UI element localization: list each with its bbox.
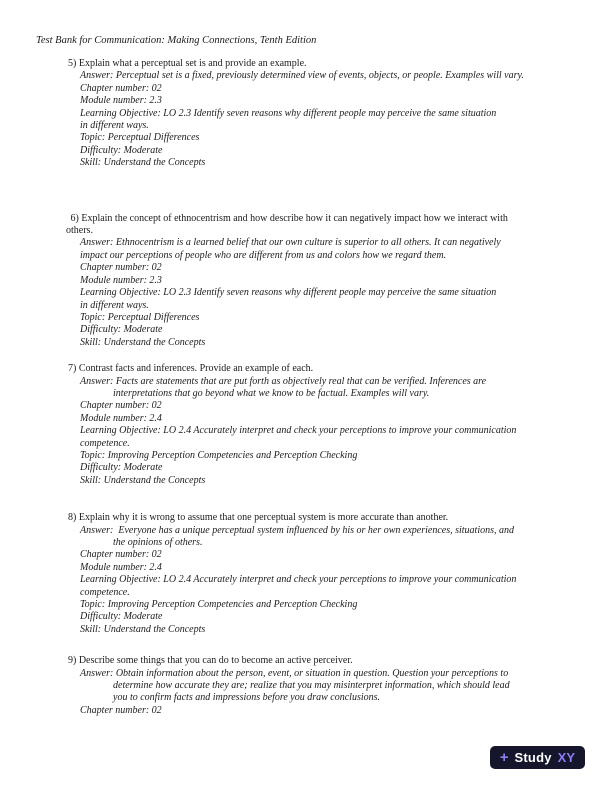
detail-line: Learning Objective: LO 2.4 Accurately interpret and check your perceptions to improve your communication xyxy=(80,574,517,586)
question-line: 9) Describe some things that you can do to become an active perceiver. xyxy=(68,655,353,667)
detail-line: Learning Objective: LO 2.3 Identify seven reasons why different people may perceive the same situation xyxy=(80,287,497,299)
detail-line: Skill: Understand the Concepts xyxy=(80,474,206,486)
detail-line: Module number: 2.4 xyxy=(80,412,162,424)
detail-line: Topic: Improving Perception Competencies and Perception Checking xyxy=(80,599,358,611)
question-block xyxy=(0,363,612,487)
question-line: 5) Explain what a perceptual set is and provide an example. xyxy=(68,58,307,69)
detail-line: Skill: Understand the Concepts xyxy=(80,623,206,635)
detail-line: Skill: Understand the Concepts xyxy=(80,157,206,169)
detail-line: Answer: Perceptual set is a fixed, previously determined view of events, objects, or people. Examples will vary. xyxy=(80,70,524,82)
question-line: others. xyxy=(66,225,93,237)
detail-line: in different ways. xyxy=(80,299,149,311)
detail-line: Module number: 2.3 xyxy=(80,95,162,107)
detail-line: impact our perceptions of people who are different from us and colors how we regard them. xyxy=(80,249,447,261)
detail-line: Skill: Understand the Concepts xyxy=(80,336,206,348)
plus-icon: + xyxy=(499,749,509,766)
question-block xyxy=(0,512,612,636)
detail-line: Module number: 2.4 xyxy=(80,561,162,573)
detail-line: Learning Objective: LO 2.4 Accurately interpret and check your perceptions to improve your communication xyxy=(80,425,517,437)
detail-line: Difficulty: Moderate xyxy=(80,462,163,474)
detail-line: in different ways. xyxy=(80,120,149,132)
detail-line: Learning Objective: LO 2.3 Identify seven reasons why different people may perceive the same situation xyxy=(80,107,497,119)
question-line: 7) Contrast facts and inferences. Provide an example of each. xyxy=(68,363,314,375)
detail-line: Topic: Perceptual Differences xyxy=(80,132,200,144)
detail-line: Answer: Facts are statements that are put forth as objectively real that can be verified. Inferences are xyxy=(80,375,487,387)
question-block xyxy=(0,58,612,170)
detail-line: the opinions of others. xyxy=(113,537,203,548)
detail-line: Difficulty: Moderate xyxy=(80,324,163,336)
detail-line: interpretations that go beyond what we know to be factual. Examples will vary. xyxy=(113,387,430,399)
detail-line: Difficulty: Moderate xyxy=(80,611,163,623)
detail-line: Chapter number: 02 xyxy=(80,262,162,274)
detail-line: Answer: Everyone has a unique perceptual system influenced by his or her own experiences, situations, and xyxy=(80,524,514,536)
detail-line: Chapter number: 02 xyxy=(80,704,162,716)
detail-line: Topic: Perceptual Differences xyxy=(80,311,200,323)
question-block xyxy=(0,655,612,717)
detail-line: Chapter number: 02 xyxy=(80,82,162,94)
detail-line: Chapter number: 02 xyxy=(80,549,162,561)
detail-line: you to confirm facts and impressions before you draw conclusions. xyxy=(113,692,381,704)
questions-container xyxy=(0,47,612,717)
logo-text-xy: XY xyxy=(557,750,575,765)
detail-line: competence. xyxy=(80,586,130,598)
detail-line: Answer: Ethnocentrism is a learned belief that our own culture is superior to all others. It can negatively xyxy=(80,237,501,249)
detail-line: Answer: Obtain information about the person, event, or situation in question. Question your perceptions to xyxy=(80,667,509,679)
detail-line: Chapter number: 02 xyxy=(80,400,162,412)
question-line: 6) Explain the concept of ethnocentrism and how describe how it can negatively impact how we interact with xyxy=(68,212,508,224)
question-line: 8) Explain why it is wrong to assume that one perceptual system is more accurate than another. xyxy=(68,512,449,524)
detail-line: Module number: 2.3 xyxy=(80,274,162,286)
question-block xyxy=(0,213,612,349)
detail-line: determine how accurate they are; realize that you may misinterpret information, which should lead xyxy=(113,680,510,692)
detail-line: Difficulty: Moderate xyxy=(80,144,163,156)
detail-line: Topic: Improving Perception Competencies and Perception Checking xyxy=(80,449,358,461)
detail-line: competence. xyxy=(80,437,130,449)
document-header: Test Bank for Communication: Making Connections, Tenth Edition xyxy=(36,35,317,46)
studyxy-logo xyxy=(490,746,585,769)
logo-text-study: Study xyxy=(514,750,552,765)
